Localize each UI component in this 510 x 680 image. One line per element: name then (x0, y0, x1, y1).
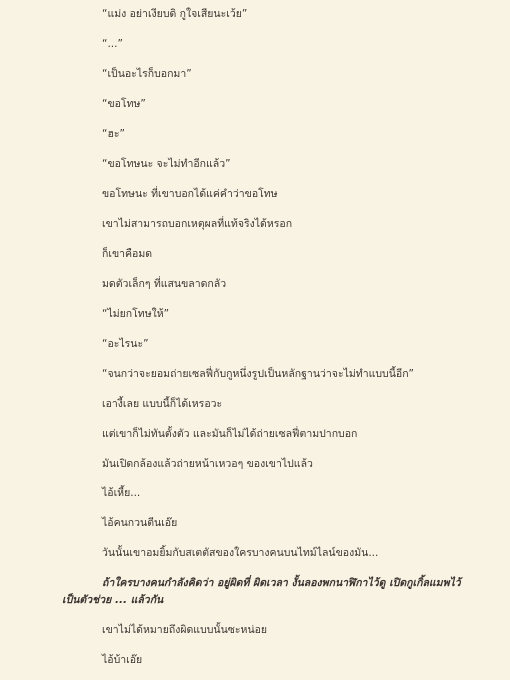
paragraph: เอางี้เลย แบบนี้ก็ได้เหรอวะ (102, 398, 223, 410)
paragraph: วันนั้นเขาอมยิ้มกับสเตตัสของใครบางคนบนไทม์ไลน์ของมัน... (102, 547, 379, 559)
paragraph: “ขอโทษนะ จะไม่ทำอีกแล้ว” (102, 158, 231, 170)
paragraph: ขอโทษนะ ที่เขาบอกได้แค่คำว่าขอโทษ (102, 188, 278, 200)
paragraph: “ไม่ยกโทษให้” (102, 308, 170, 320)
paragraph: “ขอโทษ” (102, 98, 146, 110)
paragraph: “เป็นอะไรก็บอกมา” (102, 68, 192, 80)
emphasized-paragraph: ถ้าใครบางคนกำลังคิดว่า อยู่ผิดที่ ผิดเวลา งั้นลองพกนาฬิกาไว้ดู เปิดกูเกิ้ลแมพไว้เป็นตัวช่วย ... แล้วกัน (62, 577, 461, 606)
paragraph: เขาไม่สามารถบอกเหตุผลที่แท้จริงได้หรอก (102, 218, 293, 230)
paragraph: ไอ้เหี้ย... (102, 487, 141, 499)
paragraph: ไอ้คนกวนตีนเอ๊ย (102, 517, 178, 529)
paragraph: ไอ้บ้าเอ๊ย (102, 654, 143, 666)
paragraph: ก็เขาคือมด (102, 248, 153, 260)
paragraph: “จนกว่าจะยอมถ่ายเซลฟี่กับกูหนึ่งรูปเป็นหลักฐานว่าจะไม่ทำแบบนี้อีก” (102, 368, 414, 380)
paragraph: “...” (102, 38, 123, 50)
paragraph: “อะไรนะ” (102, 338, 149, 350)
paragraph: “แม่ง อย่าเงียบดิ กูใจเสียนะเว้ย” (102, 8, 248, 20)
paragraph: มันเปิดกล้องแล้วถ่ายหน้าเหวอๆ ของเขาไปแล้ว (102, 458, 313, 470)
paragraph: เขาไม่ได้หมายถึงผิดแบบนั้นซะหน่อย (102, 624, 268, 636)
paragraph: แต่เขาก็ไม่ทันตั้งตัว และมันก็ไม่ได้ถ่ายเซลฟี่ตามปากบอก (102, 428, 358, 440)
paragraph: “ฮะ” (102, 128, 125, 140)
paragraph: มดตัวเล็กๆ ที่แสนขลาดกลัว (102, 278, 227, 290)
